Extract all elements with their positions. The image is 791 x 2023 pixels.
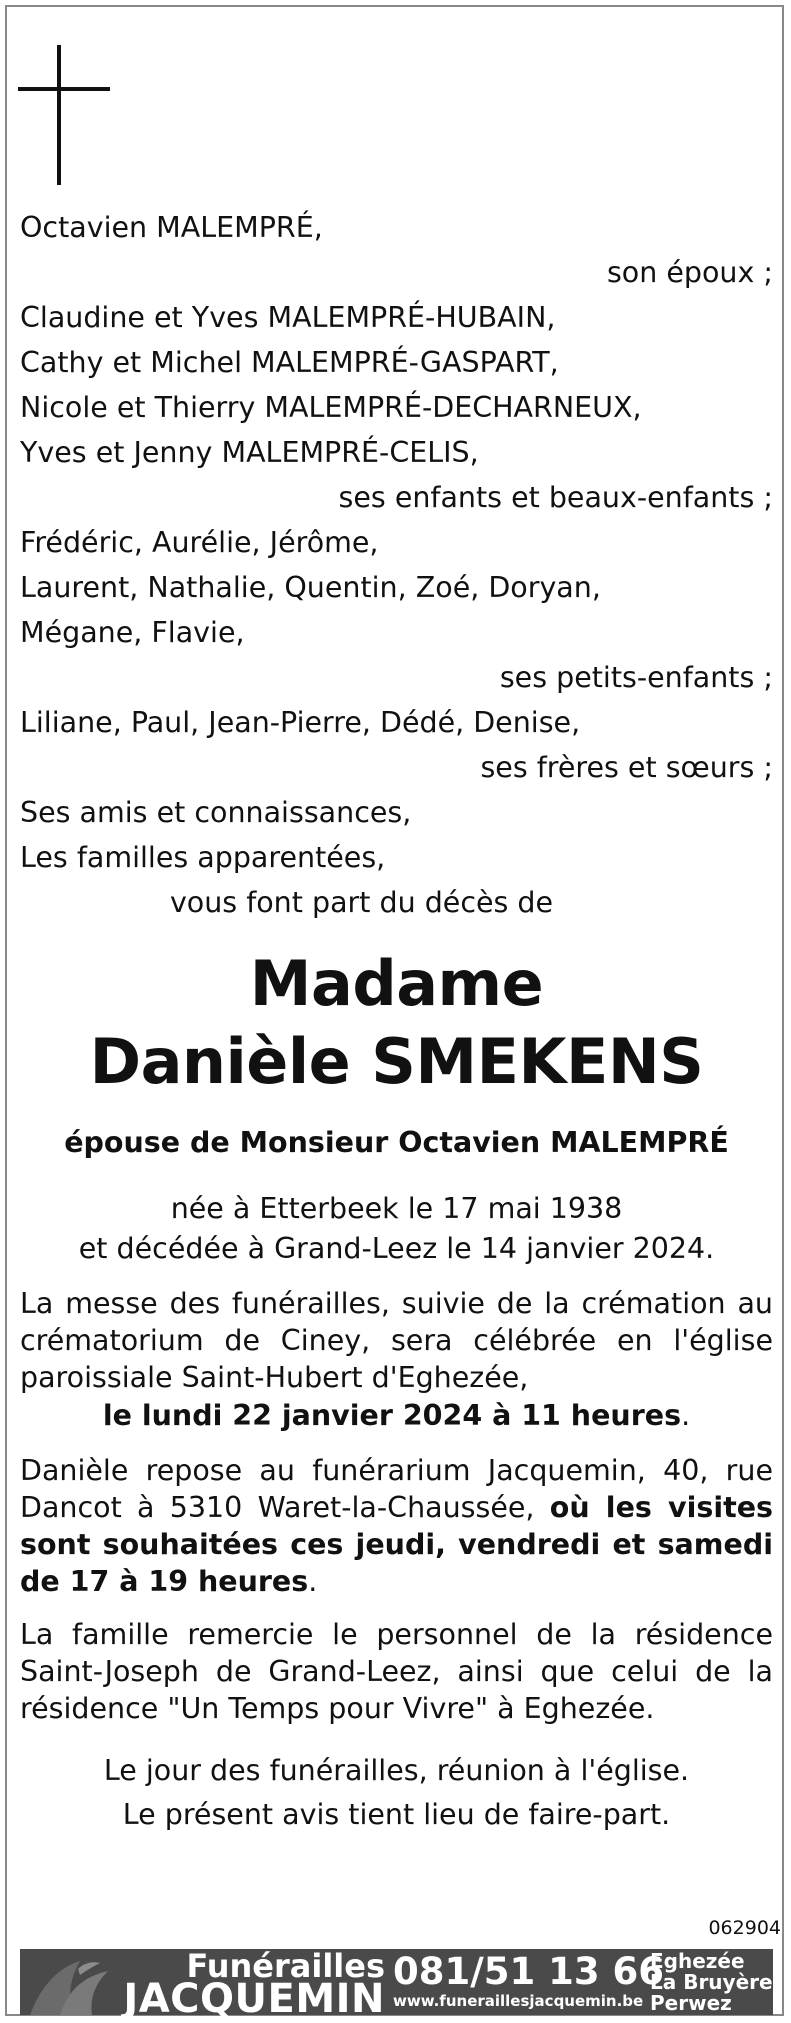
death-line: et décédée à Grand-Leez le 14 janvier 2024. <box>78 1232 715 1265</box>
rest-end: . <box>308 1565 318 1598</box>
brand-line-2: JACQUEMIN <box>123 1976 385 2022</box>
town-list <box>650 1951 773 2014</box>
thanks-paragraph: La famille remercie le personnel de la résidence Saint-Joseph de Grand-Leez, ainsi que celui de la résidence "Un Temps pour Vivre" à Eghezée. <box>20 1618 773 1725</box>
deceased-title: Madame <box>249 947 544 1020</box>
town-item: Eghezée <box>650 1949 745 1973</box>
brand-line-1: Funérailles <box>186 1947 385 1985</box>
reference-number: 062904 <box>708 1917 781 1939</box>
mass-date: le lundi 22 janvier 2024 à 11 heures <box>102 1399 682 1432</box>
family-line: ses frères et sœurs ; <box>480 751 773 784</box>
town-item: Perwez <box>650 1991 732 2015</box>
family-line: Claudine et Yves MALEMPRÉ-HUBAIN, <box>20 301 556 334</box>
family-line: Octavien MALEMPRÉ, <box>20 211 323 244</box>
rest-visits: où les visites sont souhaitées ces jeudi, vendredi et samedi de 17 à 19 heures <box>20 1491 774 1598</box>
family-line: Frédéric, Aurélie, Jérôme, <box>20 526 379 559</box>
birth-line: née à Etterbeek le 17 mai 1938 <box>170 1192 623 1225</box>
mass-paragraph: La messe des funérailles, suivie de la crémation au crématorium de Ciney, sera célébrée en l'église paroissiale Saint-Hubert d'Eghezée, <box>20 1287 773 1394</box>
rest-text: Danièle repose au funérarium Jacquemin, 40, rue Dancot à 5310 Waret-la-Chaussée, <box>20 1454 773 1524</box>
rest-paragraph <box>20 1452 773 1600</box>
family-line: Yves et Jenny MALEMPRÉ-CELIS, <box>20 436 479 469</box>
mass-date-line <box>20 1396 773 1436</box>
deceased-name: Danièle SMEKENS <box>89 1025 704 1098</box>
obituary-content <box>20 205 773 1837</box>
spouse-line: épouse de Monsieur Octavien MALEMPRÉ <box>64 1126 729 1159</box>
family-line: Laurent, Nathalie, Quentin, Zoé, Doryan, <box>20 571 601 604</box>
closing-line-2: Le présent avis tient lieu de faire-part. <box>122 1798 671 1831</box>
family-line: vous font part du décès de <box>169 886 554 919</box>
family-line: Ses amis et connaissances, <box>20 796 412 829</box>
closing-line-1: Le jour des funérailles, réunion à l'église. <box>103 1754 690 1787</box>
town-item: La Bruyère <box>650 1970 773 1994</box>
family-line: Liliane, Paul, Jean-Pierre, Dédé, Denise, <box>20 706 581 739</box>
family-line: Nicole et Thierry MALEMPRÉ-DECHARNEUX, <box>20 391 642 424</box>
mass-date-end: . <box>681 1399 691 1432</box>
cross-icon <box>18 45 110 185</box>
funeral-home-banner <box>20 1947 773 2022</box>
family-line: ses petits-enfants ; <box>499 661 773 694</box>
website-link[interactable]: www.funeraillesjacquemin.be <box>393 1992 644 2010</box>
family-line: ses enfants et beaux-enfants ; <box>338 481 773 514</box>
family-line: Cathy et Michel MALEMPRÉ-GASPART, <box>20 346 559 379</box>
family-line: Mégane, Flavie, <box>20 616 245 649</box>
family-list <box>20 205 773 925</box>
phone-number: 081/51 13 66 <box>393 1950 664 1993</box>
family-line: son époux ; <box>606 256 773 289</box>
family-line: Les familles apparentées, <box>20 841 386 874</box>
